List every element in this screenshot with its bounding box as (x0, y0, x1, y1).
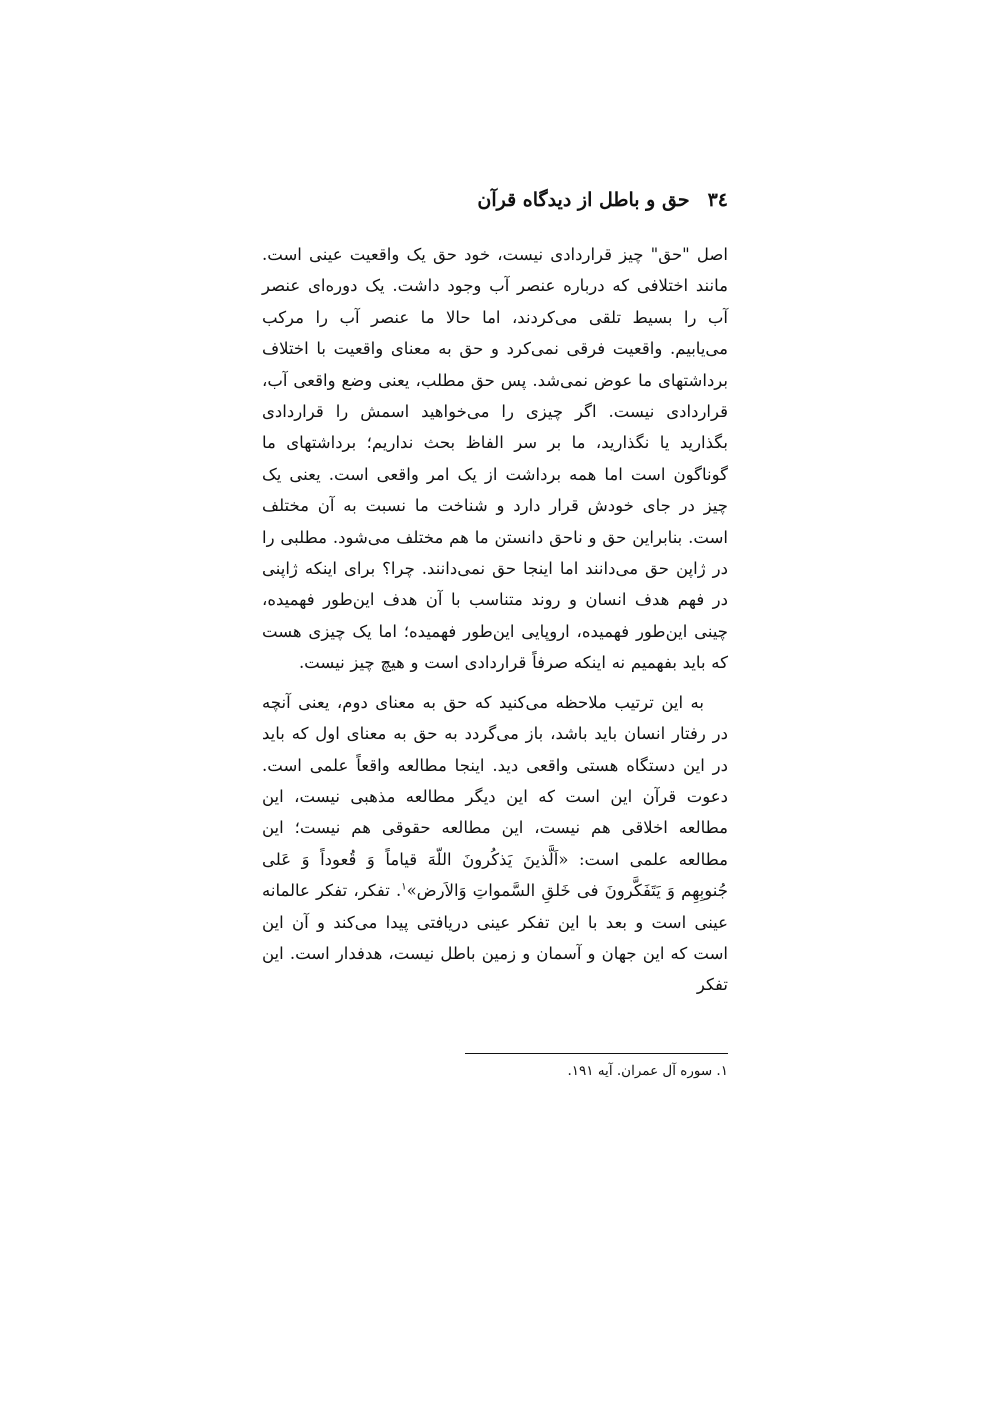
running-header (262, 186, 728, 214)
footnote-divider (465, 1053, 728, 1054)
page-number: ۳٤ (707, 189, 728, 211)
footnote-reference: ۱ (401, 881, 407, 893)
footnote: ۱. سوره آل عمران. آیه ۱۹۱. (567, 1063, 728, 1079)
paragraph-2-text: به این ترتیب ملاحظه می‌کنید که حق به معنای دوم، یعنی آنچه در رفتار انسان باید باشد، باز می‌گردد به حق به معنای اول که باید در این دستگاه هستی واقعی دید. اینجا مطالعه واقعاً علمی است. دعوت قرآن این است که این دیگر مطالعه مذهبی نیست، این مطالعه اخلاقی هم نیست، این مطالعه حقوقی هم نیست؛ این مطالعه علمی است: «اَلَّذینَ یَذکُرونَ اللّهَ قیاماً وَ قُعوداً وَ عَلی جُنوبِهِم وَ یَتَفَکَّرونَ فی خَلقِ السَّمواتِ وَالاَرض» (262, 692, 728, 901)
body-text (262, 239, 728, 1001)
running-title: حق و باطل از دیدگاه قرآن (477, 189, 690, 211)
paragraph-2 (262, 687, 728, 1001)
paragraph-2-tail: . تفکر، تفکر عالمانه عینی است و بعد با این تفکر عینی دریافتی پیدا می‌کند و آن این است که این جهان و آسمان و زمین باطل نیست، هدفدار است. این تفکر (262, 881, 728, 995)
paragraph-1: اصل "حق" چیز قراردادی نیست، خود حق یک واقعیت عینی است. مانند اختلافی که درباره عنصر آب وجود داشت. یک دوره‌ای عنصر آب را بسیط تلقی می‌کردند، اما حالا ما عنصر آب را مرکب می‌یابیم. واقعیت فرقی نمی‌کرد و حق به معنای واقعیت با اختلاف برداشتهای ما عوض نمی‌شد. پس حق مطلب، یعنی وضع واقعی آب، قراردادی نیست. اگر چیزی را می‌خواهید اسمش را قراردادی بگذارید یا نگذارید، ما بر سر الفاظ بحث نداریم؛ برداشتهای ما گوناگون است اما همه برداشت از یک امر واقعی است. یعنی یک چیز در جای خودش قرار دارد و شناخت ما نسبت به آن مختلف است. بنابراین حق و ناحق دانستن ما هم مختلف می‌شود. مطلبی را در ژاپن حق می‌دانند اما اینجا حق نمی‌دانند. چرا؟ برای اینکه ژاپنی در فهم هدف انسان و روند متناسب با آن هدف این‌طور فهمیده، چینی این‌طور فهمیده، اروپایی این‌طور فهمیده؛ اما یک چیزی هست که باید بفهمیم نه اینکه صرفاً قراردادی است و هیچ چیز نیست. (262, 245, 728, 673)
